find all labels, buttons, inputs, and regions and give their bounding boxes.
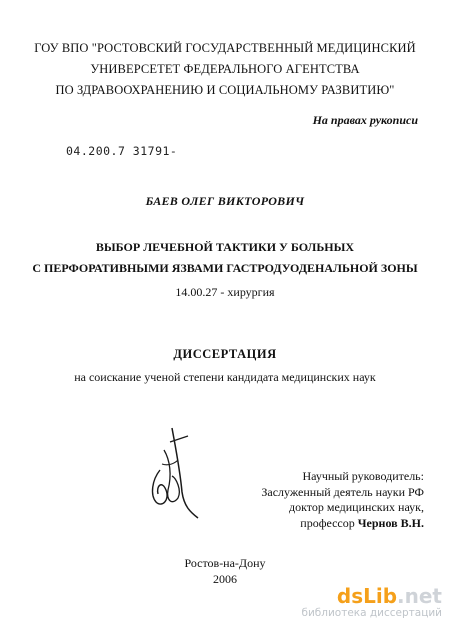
supervisor-name: Чернов В.Н. (357, 515, 424, 530)
watermark (301, 586, 442, 619)
supervisor-block (261, 469, 424, 531)
specialty (0, 285, 450, 300)
watermark-logo (301, 586, 442, 606)
organization-line-2: УНИВЕРСЕТЕТ ФЕДЕРАЛЬНОГО АГЕНТСТВА (90, 62, 360, 76)
document-type: ДИССЕРТАЦИЯ (173, 347, 277, 361)
manuscript-rights: На правах рукописи (312, 113, 418, 127)
watermark-logo-part-2: .net (397, 584, 442, 608)
watermark-logo-part-1: dsLib (336, 584, 398, 608)
place-year (0, 555, 450, 587)
author-name: БАЕВ ОЛЕГ ВИКТОРОВИЧ (145, 194, 305, 208)
organization-line-3: ПО ЗДРАВООХРАНЕНИЮ И СОЦИАЛЬНОМУ РАЗВИТИЮ" (55, 83, 395, 97)
title-line-2: С ПЕРФОРАТИВНЫМИ ЯЗВАМИ ГАСТРОДУОДЕНАЛЬНОЙ ЗОНЫ (32, 261, 418, 275)
organization-header (0, 38, 450, 101)
supervisor-position: профессор (300, 515, 355, 530)
stamp-number: 04.200.7 31791- (66, 144, 178, 158)
watermark-subtitle: библиотека диссертаций (301, 607, 442, 619)
year: 2006 (213, 572, 237, 586)
handwritten-signature (142, 420, 202, 525)
dissertation-title (0, 237, 450, 279)
supervisor-title-1: Заслуженный деятель науки РФ (261, 484, 424, 499)
degree-text: на соискание ученой степени кандидата медицинских наук (74, 370, 376, 384)
supervisor-line (261, 516, 424, 532)
place: Ростов-на-Дону (184, 556, 266, 570)
specialty-name: хирургия (227, 285, 275, 299)
supervisor-title-2: доктор медицинских наук, (289, 500, 424, 514)
organization-line-1: ГОУ ВПО "РОСТОВСКИЙ ГОСУДАРСТВЕННЫЙ МЕДИЦИНСКИЙ (34, 41, 416, 55)
specialty-separator: - (220, 285, 225, 299)
title-line-1: ВЫБОР ЛЕЧЕБНОЙ ТАКТИКИ У БОЛЬНЫХ (95, 240, 355, 254)
supervisor-role: Научный руководитель: (302, 469, 424, 483)
specialty-code: 14.00.27 (175, 285, 218, 299)
